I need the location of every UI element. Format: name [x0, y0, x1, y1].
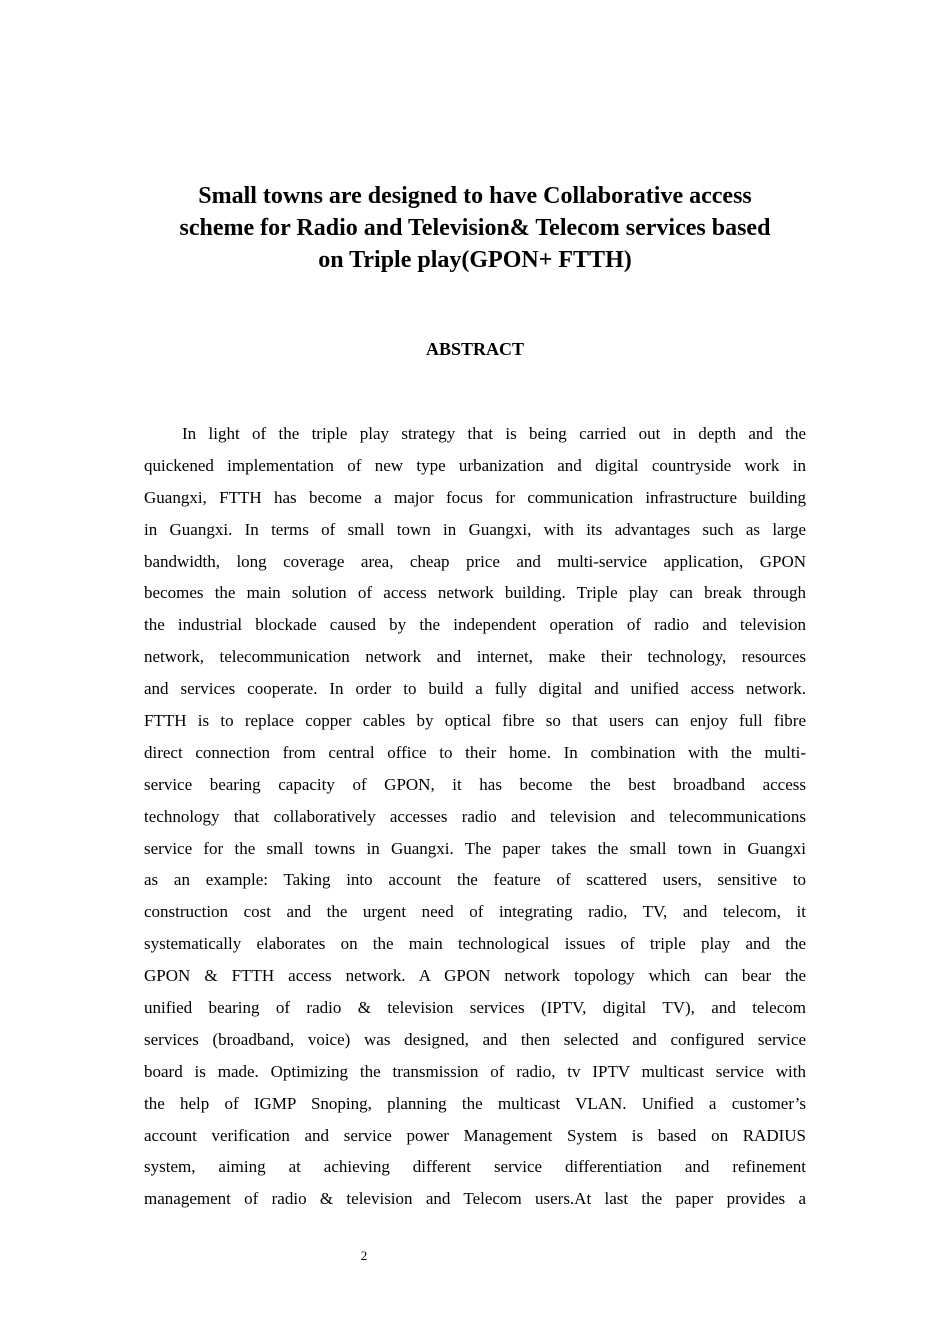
abstract-line: board is made. Optimizing the transmission of radio, tv IPTV multicast service with	[144, 1061, 806, 1081]
abstract-line: bandwidth, long coverage area, cheap price and multi-service application, GPON	[144, 551, 806, 571]
abstract-body	[144, 418, 806, 1215]
abstract-line: management of radio & television and Telecom users.At last the paper provides a	[144, 1189, 806, 1209]
paper-title	[140, 180, 810, 276]
page-number: 2	[360, 1248, 368, 1263]
abstract-line: as an example: Taking into account the feature of scattered users, sensitive to	[144, 870, 806, 890]
abstract-line: direct connection from central office to their home. In combination with the multi-	[144, 742, 806, 762]
title-line-2: scheme for Radio and Television& Telecom services based	[179, 215, 771, 241]
abstract-heading: ABSTRACT	[425, 339, 525, 359]
abstract-line: technology that collaboratively accesses radio and television and telecommunications	[144, 806, 806, 826]
abstract-line: in Guangxi. In terms of small town in Guangxi, with its advantages such as large	[144, 519, 806, 539]
abstract-line: services (broadband, voice) was designed, and then selected and configured service	[144, 1029, 806, 1049]
abstract-line: network, telecommunication network and internet, make their technology, resources	[144, 647, 806, 667]
abstract-line: construction cost and the urgent need of integrating radio, TV, and telecom, it	[144, 902, 806, 922]
abstract-line: system, aiming at achieving different service differentiation and refinement	[144, 1157, 806, 1177]
abstract-line: the industrial blockade caused by the independent operation of radio and television	[144, 615, 806, 635]
abstract-line: quickened implementation of new type urbanization and digital countryside work in	[144, 455, 806, 475]
abstract-line: the help of IGMP Snoping, planning the multicast VLAN. Unified a customer’s	[144, 1093, 806, 1113]
abstract-line: and services cooperate. In order to build a fully digital and unified access network.	[144, 679, 806, 699]
abstract-line: In light of the triple play strategy that is being carried out in depth and the	[182, 424, 806, 443]
abstract-line: becomes the main solution of access network building. Triple play can break through	[144, 583, 806, 603]
abstract-line: account verification and service power Management System is based on RADIUS	[144, 1125, 806, 1145]
abstract-line: GPON & FTTH access network. A GPON network topology which can bear the	[144, 966, 806, 986]
title-line-3: on Triple play(GPON+ FTTH)	[318, 247, 632, 273]
title-line-1: Small towns are designed to have Collaborative access	[198, 183, 752, 209]
abstract-line: FTTH is to replace copper cables by optical fibre so that users can enjoy full fibre	[144, 711, 806, 731]
abstract-line: unified bearing of radio & television services (IPTV, digital TV), and telecom	[144, 998, 806, 1018]
abstract-line: service bearing capacity of GPON, it has become the best broadband access	[144, 774, 806, 794]
abstract-line: Guangxi, FTTH has become a major focus for communication infrastructure building	[144, 487, 806, 507]
abstract-line: service for the small towns in Guangxi. The paper takes the small town in Guangxi	[144, 838, 806, 858]
abstract-line: systematically elaborates on the main technological issues of triple play and the	[144, 934, 806, 954]
